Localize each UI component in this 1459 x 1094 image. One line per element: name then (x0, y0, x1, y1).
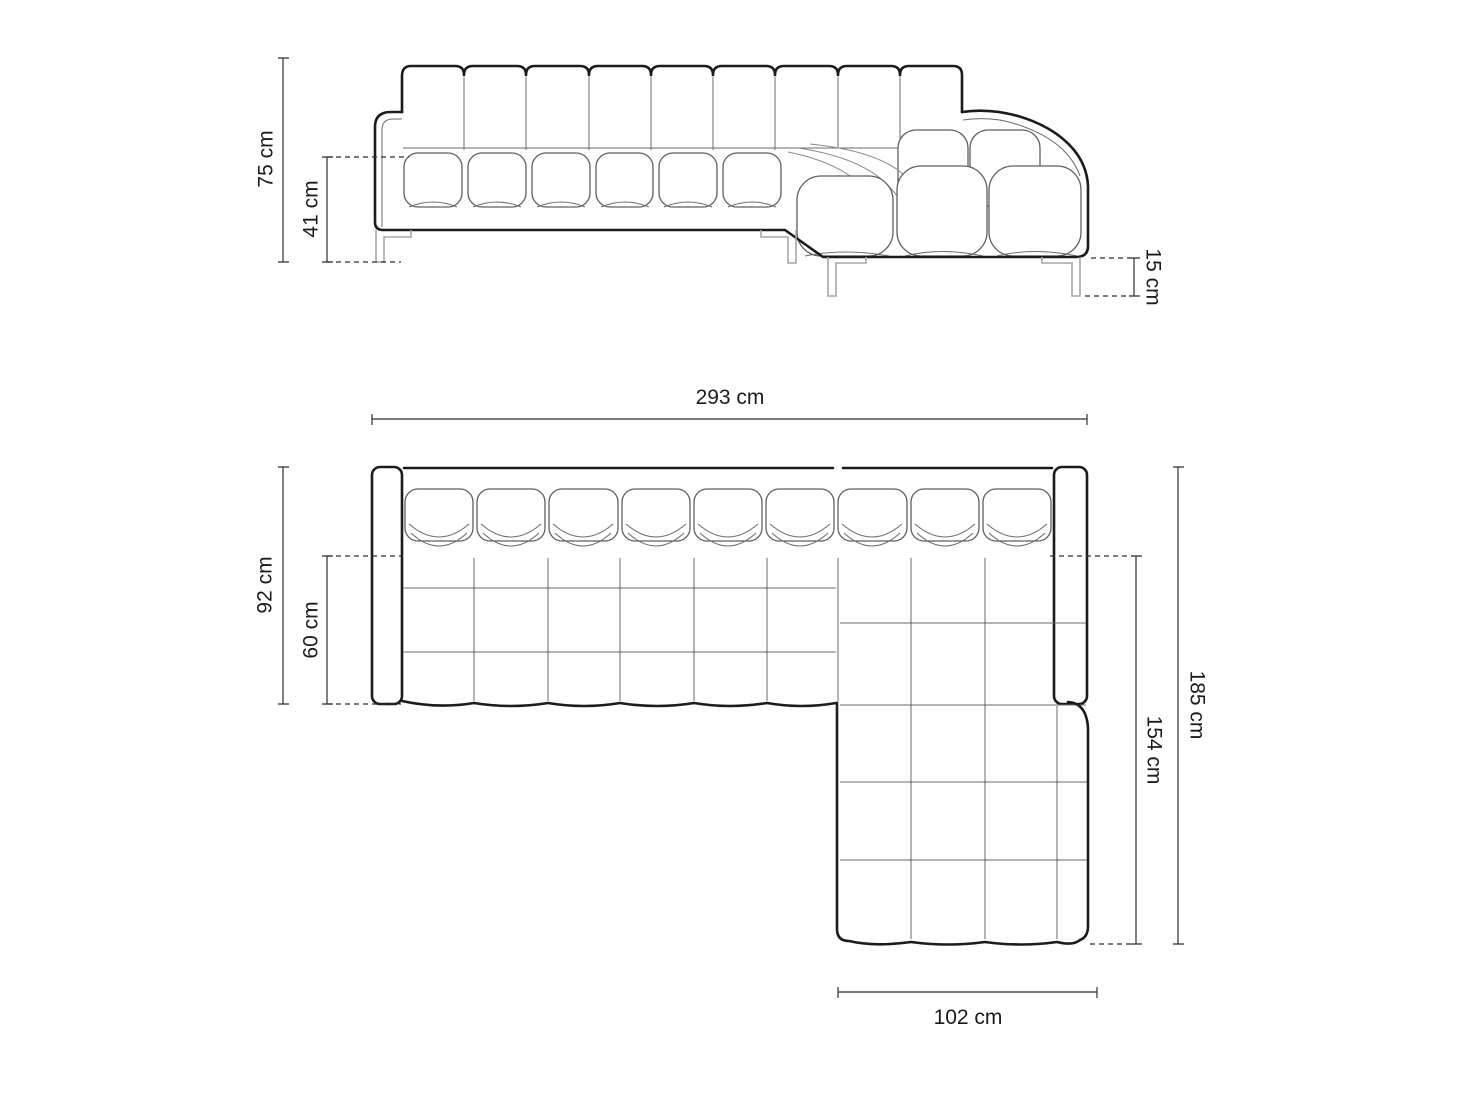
left-arm-inner-seam (382, 119, 402, 227)
top-plan-view (253, 386, 1208, 1029)
dimension-label-seat-height: 41 cm (299, 180, 323, 238)
dimension-total-width (372, 386, 1087, 425)
chaise-cushions-perspective (788, 130, 1081, 256)
plan-back-cushions (405, 489, 1051, 546)
dimension-total-height (254, 58, 289, 262)
plan-chaise-outline (837, 702, 1088, 945)
dimension-label-total-depth: 92 cm (253, 556, 277, 614)
dimension-total-depth (253, 467, 289, 704)
sofa-front-drawing (375, 66, 1088, 296)
front-elevation-view (254, 58, 1164, 306)
seat-cushions-front (404, 153, 781, 207)
dimension-label-leg-height: 15 cm (1141, 248, 1165, 306)
leg-chaise-left (828, 257, 866, 296)
dimension-label-chaise-width: 102 cm (933, 1006, 1003, 1029)
dimension-label-total-height: 75 cm (254, 130, 278, 188)
dimension-seat-height (299, 157, 409, 262)
dimension-leg-height (1085, 248, 1165, 305)
leg-front-left (376, 230, 411, 262)
plan-tuft-grid (403, 558, 1087, 939)
dimension-label-side-length: 185 cm (1185, 670, 1209, 740)
dimension-label-total-width: 293 cm (695, 386, 765, 409)
tuft-dots (473, 587, 1059, 862)
plan-left-armrest (372, 467, 402, 704)
plan-front-edge (402, 701, 836, 706)
plan-right-armrest (1054, 467, 1087, 704)
sofa-plan-drawing (372, 467, 1088, 945)
dimension-side-length (1173, 467, 1209, 944)
back-seams (464, 77, 900, 150)
dimension-chaise-width (838, 987, 1097, 1029)
dimension-label-seat-depth: 60 cm (299, 601, 323, 659)
leg-chaise-right (1042, 257, 1080, 296)
back-top-outline (402, 66, 962, 112)
dimension-label-chaise-length: 154 cm (1142, 715, 1166, 785)
